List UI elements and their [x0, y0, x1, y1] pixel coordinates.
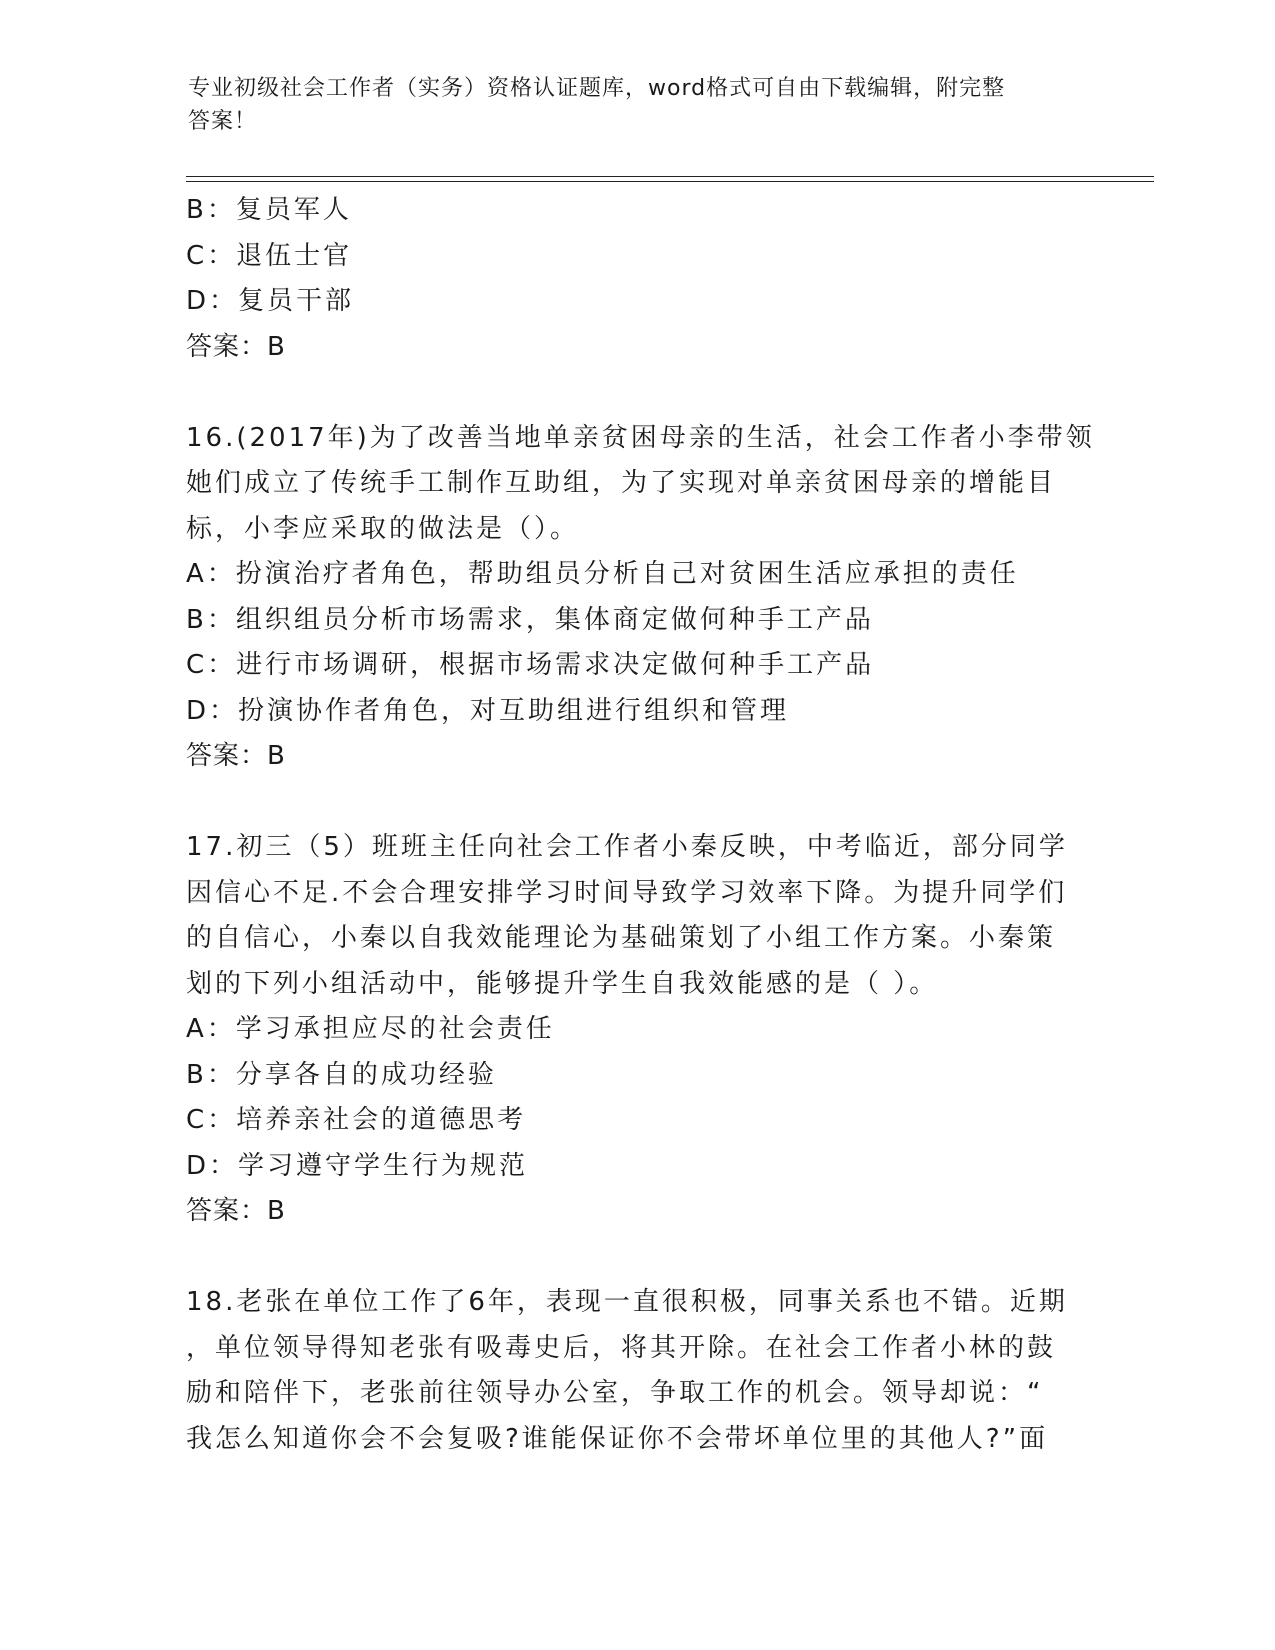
option-c: C：进行市场调研，根据市场需求决定做何种手工产品	[186, 650, 875, 680]
header-line-2: 答案！	[188, 109, 258, 134]
question-17	[186, 825, 1086, 1235]
question-15	[186, 188, 1086, 370]
answer: 答案：B	[186, 331, 286, 362]
option-d: D：扮演协作者角色，对互助组进行组织和管理	[186, 695, 790, 726]
header-line-1: 专业初级社会工作者（实务）资格认证题库，word格式可自由下载编辑，附完整	[188, 76, 1006, 101]
header-rule-bottom	[186, 181, 1154, 182]
option-a: A：扮演治疗者角色，帮助组员分析自己对贫困生活应承担的责任	[186, 559, 1019, 589]
document-body	[186, 188, 1095, 1462]
question-stem-line: 我怎么知道你会不会复吸?谁能保证你不会带坏单位里的其他人?”面	[186, 1423, 1049, 1454]
question-stem-line: 16.(2017年)为了改善当地单亲贫困母亲的生活，社会工作者小李带领	[186, 422, 1095, 453]
question-stem-line: 的自信心，小秦以自我效能理论为基础策划了小组工作方案。小秦策	[186, 923, 1057, 953]
option-c: C：培养亲社会的道德思考	[186, 1105, 527, 1135]
option-b: B：分享各自的成功经验	[186, 1059, 497, 1090]
question-stem-line: 她们成立了传统手工制作互助组，为了实现对单亲贫困母亲的增能目	[186, 468, 1057, 498]
option-a: A：学习承担应尽的社会责任	[186, 1014, 555, 1044]
option-b: B：组织组员分析市场需求，集体商定做何种手工产品	[186, 604, 874, 635]
question-18	[186, 1280, 1086, 1462]
question-stem-line: 因信心不足.不会合理安排学习时间导致学习效率下降。为提升同学们	[186, 877, 1068, 908]
option-b: B：复员军人	[186, 195, 352, 225]
question-stem-line: 划的下列小组活动中，能够提升学生自我效能感的是（ ）。	[186, 968, 939, 999]
answer: 答案：B	[186, 1196, 286, 1226]
question-stem-line: 标，小李应采取的做法是（）。	[186, 513, 580, 544]
option-c: C：退伍士官	[186, 240, 353, 271]
question-16	[186, 416, 1095, 780]
question-stem-line: 18.老张在单位工作了6年，表现一直很积极，同事关系也不错。近期	[186, 1287, 1068, 1317]
option-d: D：复员干部	[186, 286, 355, 316]
question-stem-line: 励和陪伴下，老张前往领导办公室，争取工作的机会。领导却说：“	[186, 1378, 1044, 1408]
option-d: D：学习遵守学生行为规范	[186, 1150, 529, 1181]
page-header	[188, 72, 1068, 138]
question-stem-line: 17.初三（5）班班主任向社会工作者小秦反映，中考临近，部分同学	[186, 832, 1068, 862]
answer: 答案：B	[186, 741, 286, 771]
question-stem-line: ，单位领导得知老张有吸毒史后，将其开除。在社会工作者小林的鼓	[186, 1332, 1057, 1363]
header-rule-top	[186, 176, 1154, 177]
